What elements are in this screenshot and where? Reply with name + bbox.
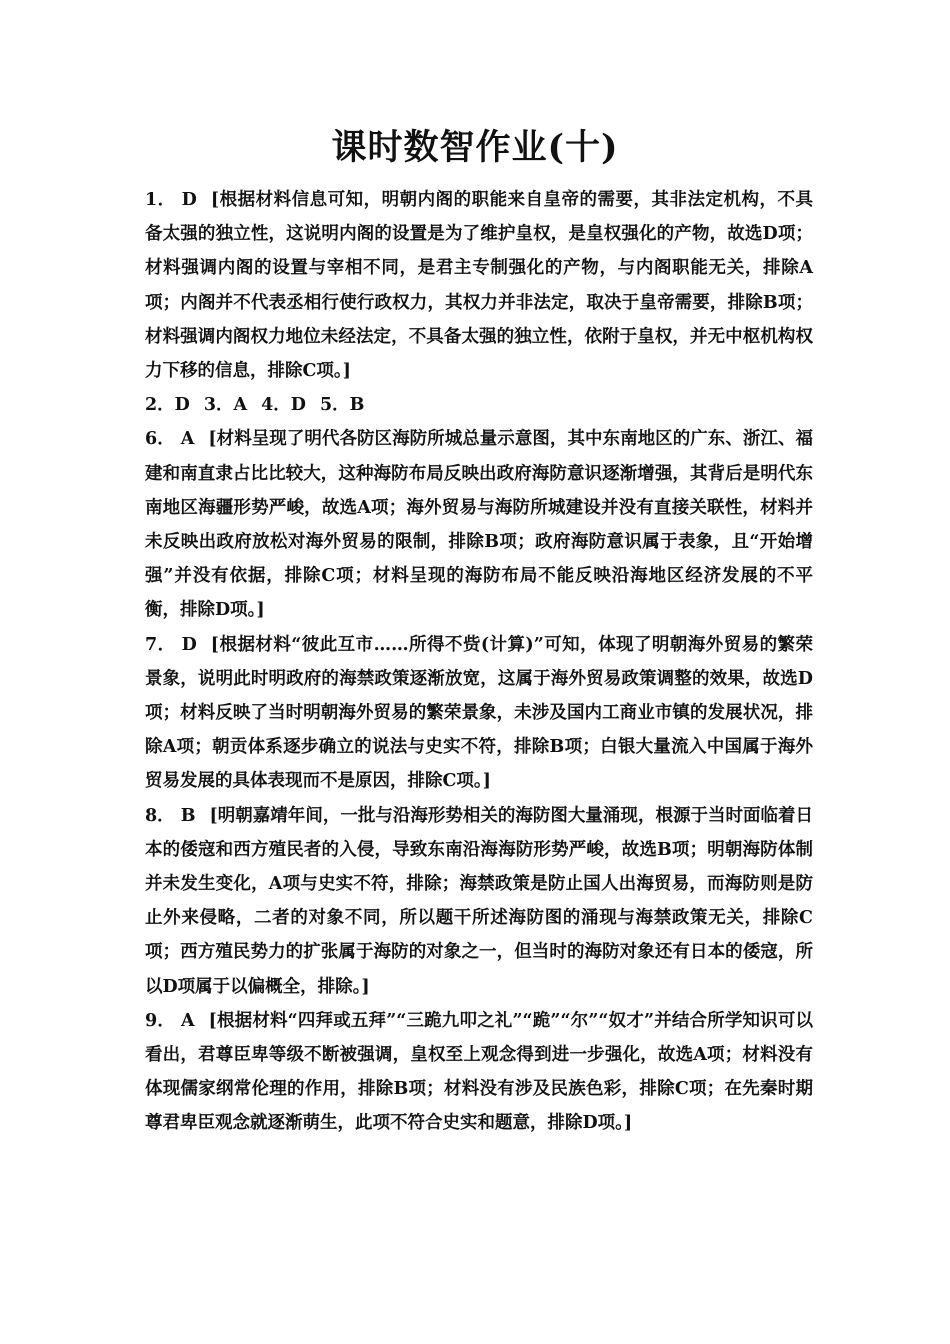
- answer-explanation: [根据材料“四拜或五拜”“三跪九叩之礼”“跪”“尔”“奴才”并结合所学知识可以看出，君尊臣卑等级不断被强调，皇权至上观念得到进一步强化，故选A项；材料没有体现儒家纲常伦理的作用，排除B项；材料没有涉及民族色彩，排除C项；在先秦时期尊君卑臣观念就逐渐萌生，此项不符合史实和题意，排除D项。]: [145, 1010, 813, 1134]
- short-answer: 2．D: [145, 395, 190, 416]
- answer-explanation: [根据材料信息可知，明朝内阁的职能来自皇帝的需要，其非法定机构，不具备太强的独立性，这说明内阁的设置是为了维护皇权，是皇权强化的产物，故选D项；材料强调内阁的设置与宰相不同，是君主专制强化的产物，与内阁职能无关，排除A项；内阁并不代表丞相行使行政权力，其权力并非法定，取决于皇帝需要，排除B项；材料强调内阁权力地位未经法定，不具备太强的独立性，依附于皇权，并无中枢机构权力下移的信息，排除C项。]: [145, 190, 813, 382]
- question-number: 6．: [145, 429, 175, 450]
- short-answer: 3．A: [203, 395, 248, 416]
- question-number: 9．: [145, 1010, 175, 1031]
- answer-choice: D: [181, 190, 197, 210]
- answer-choice: D: [181, 634, 197, 655]
- answer-item-1: [145, 183, 813, 388]
- answer-item-6: [145, 422, 813, 627]
- short-answer: 5．B: [319, 395, 365, 416]
- answer-item-7: [145, 628, 813, 799]
- answer-item-9: [145, 1004, 813, 1141]
- answer-explanation: [材料呈现了明代各防区海防所城总量示意图，其中东南地区的广东、浙江、福建和南直隶占比比较大，这种海防布局反映出政府海防意识逐渐增强，其背后是明代东南地区海疆形势严峻，故选A项；海外贸易与海防所城建设并没有直接关联性，材料并未反映出政府放松对海外贸易的限制，排除B项；政府海防意识属于表象，且“开始增强”并没有依据，排除C项；材料呈现的海防布局不能反映沿海地区经济发展的不平衡，排除D项。]: [145, 429, 813, 621]
- answer-explanation: [明朝嘉靖年间，一批与沿海形势相关的海防图大量涌现，根源于当时面临着日本的倭寇和西方殖民者的入侵，导致东南沿海海防形势严峻，故选B项；明朝海防体制并未发生变化，A项与史实不符，排除；海禁政策是防止国人出海贸易，而海防则是防止外来侵略，二者的对象不同，所以题干所述海防图的涌现与海禁政策无关，排除C项；西方殖民势力的扩张属于海防的对象之一，但当时的海防对象还有日本的倭寇，所以D项属于以偏概全，排除。]: [145, 805, 813, 997]
- question-number: 8．: [145, 805, 175, 826]
- short-answer: 4．D: [261, 395, 306, 416]
- answer-choice: A: [180, 429, 195, 450]
- answer-list: [145, 183, 813, 1141]
- page-title: 课时数智作业(十): [331, 127, 619, 168]
- answer-item-2-5: [145, 388, 813, 422]
- answer-choice: A: [181, 1010, 195, 1031]
- answer-item-8: [145, 799, 813, 1004]
- answer-choice: B: [180, 805, 196, 826]
- question-number: 1．: [145, 190, 176, 210]
- question-number: 7．: [145, 634, 176, 655]
- answer-explanation: [根据材料“彼此互市……所得不赀(计算)”可知，体现了明朝海外贸易的繁荣景象，说明此时明政府的海禁政策逐渐放宽，这属于海外贸易政策调整的效果，故选D项；材料反映了当时明朝海外贸易的繁荣景象，未涉及国内工商业市镇的发展状况，排除A项；朝贡体系逐步确立的说法与史实不符，排除B项；白银大量流入中国属于海外贸易发展的具体表现而不是原因，排除C项。]: [145, 634, 813, 792]
